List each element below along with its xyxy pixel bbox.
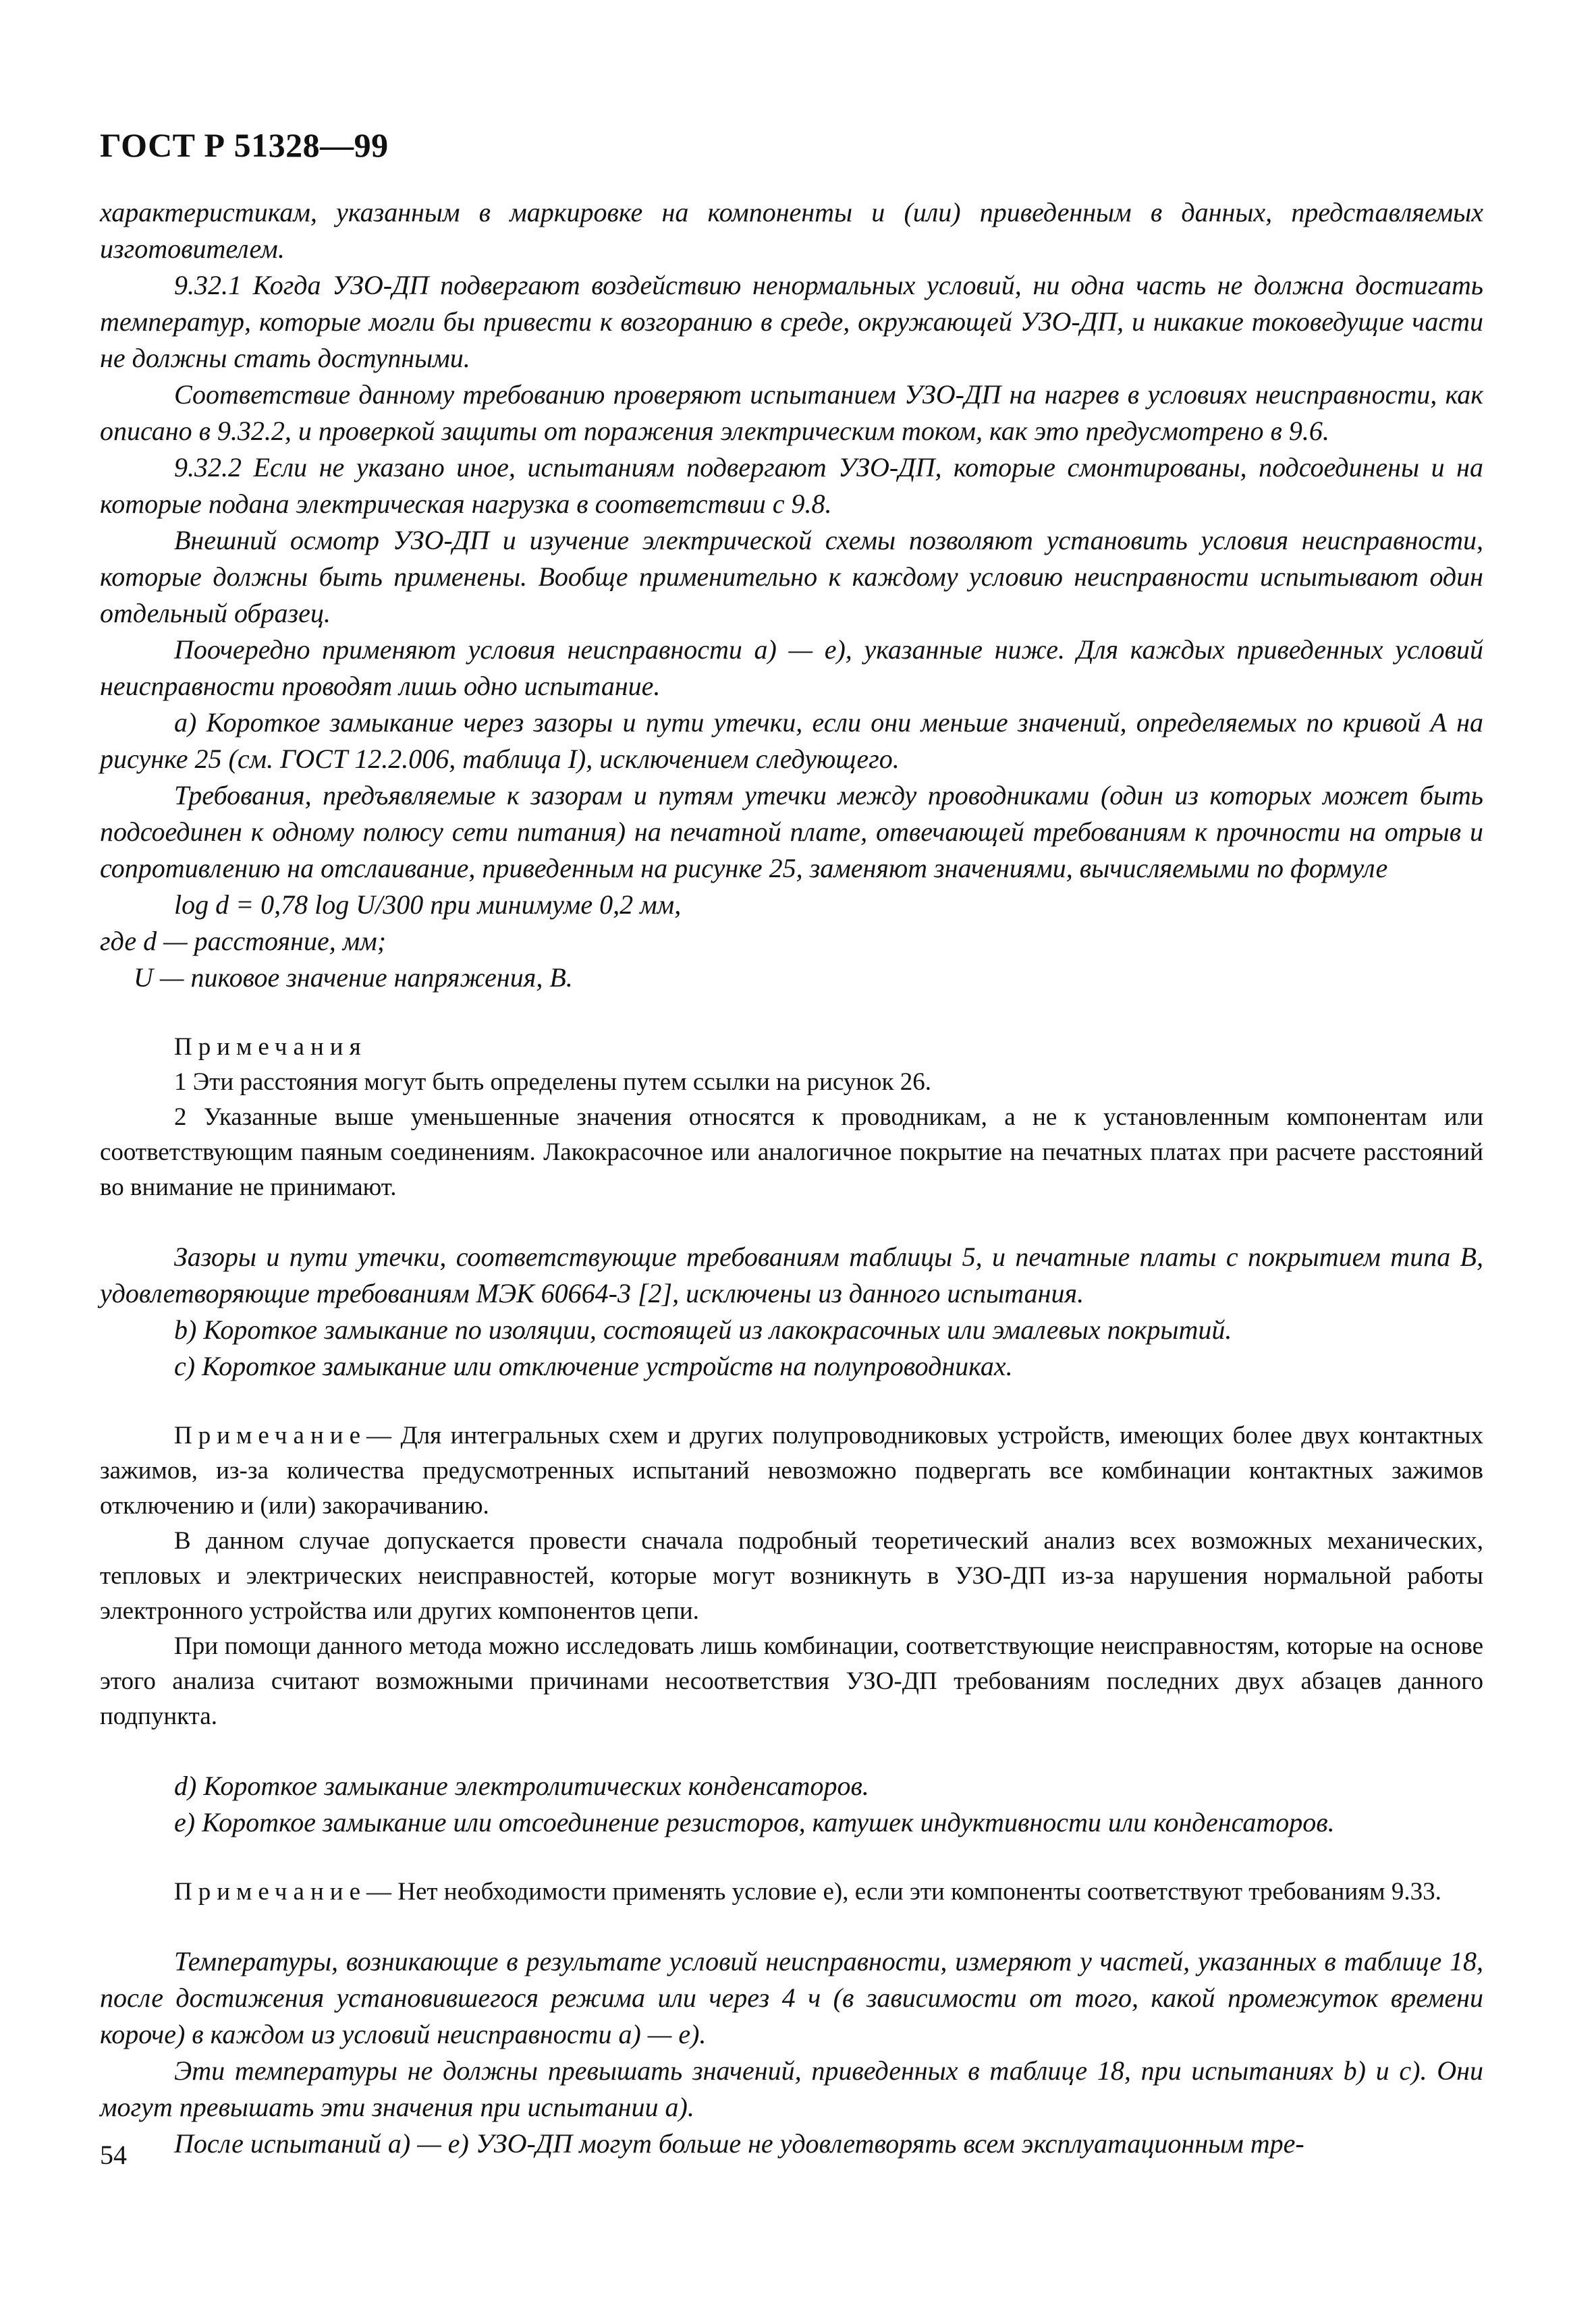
condition-c: c) Короткое замыкание или отключение устройств на полупроводниках. [174, 1351, 1013, 1381]
note-paragraph: При помощи данного метода можно исследовать лишь комбинации, соответствующие неисправностям, которые на основе этого анализа считают возможными причинами несоответствия УЗО-ДП требованиям последних двух абзацев данного подпункта. [100, 1632, 1483, 1730]
note-paragraph: В данном случае допускается провести сначала подробный теоретический анализ всех возможных механических, тепловых и электрических неисправностей, которые могут возникнуть в УЗО-ДП из-за нарушения нормальной работы электронного устройства или других компонентов цепи. [100, 1527, 1483, 1625]
notes-heading: Примечания [174, 1033, 367, 1061]
condition-d: d) Короткое замыкание электролитических конденсаторов. [174, 1771, 869, 1801]
formula-where: U — пиковое значение напряжения, В. [134, 962, 573, 993]
condition-b: b) Короткое замыкание по изоляции, состоящей из лакокрасочных или эмалевых покрытий. [174, 1314, 1232, 1345]
paragraph: характеристикам, указанным в маркировке на компоненты и (или) приведенным в данных, представляемых изготовителем. [100, 197, 1483, 264]
note-item: 1 Эти расстояния могут быть определены путем ссылки на рисунок 26. [174, 1068, 932, 1096]
paragraph: Температуры, возникающие в результате условий неисправности, измеряют у частей, указанных в таблице 18, после достижения установившегося режима или через 4 ч (в зависимости от того, какой промежуток времени короче) в каждом из условий неисправности а) — е). [100, 1946, 1483, 2049]
note-label: Примечание [174, 1422, 366, 1449]
note-item: 2 Указанные выше уменьшенные значения относятся к проводникам, а не к установленным компонентам или соответствующим паяным соединениям. Лакокрасочное или аналогичное покрытие на печатных платах при расчете расстояний во внимание не принимают. [100, 1103, 1483, 1201]
note-text: — Для интегральных схем и других полупроводниковых устройств, имеющих более двух контактных зажимов, из-за количества предусмотренных испытаний невозможно подвергать все комбинации контактных зажимов отключению и (или) закорачиванию. [100, 1422, 1483, 1520]
clause-9-32-2: 9.32.2 Если не указано иное, испытаниям подвергают УЗО-ДП, которые смонтированы, подсоединены и на которые подана электрическая нагрузка в соответствии с 9.8. [100, 452, 1483, 519]
clause-9-32-1: 9.32.1 Когда УЗО-ДП подвергают воздействию ненормальных условий, ни одна часть не должна достигать температур, которые могли бы привести к возгоранию в среде, окружающей УЗО-ДП, и никакие токоведущие части не должны стать доступными. [100, 270, 1483, 373]
condition-e: e) Короткое замыкание или отсоединение резисторов, катушек индуктивности или конденсаторов. [174, 1807, 1335, 1837]
paragraph: Соответствие данному требованию проверяют испытанием УЗО-ДП на нагрев в условиях неисправности, как описано в 9.32.2, и проверкой защиты от поражения электрическим током, как это предусмотрено в 9.6. [100, 379, 1483, 446]
formula-where: где d — расстояние, мм; [100, 926, 387, 956]
paragraph: После испытаний а) — е) УЗО-ДП могут больше не удовлетворять всем эксплуатационным тре- [174, 2128, 1304, 2159]
note-label: Примечание [174, 1878, 366, 1906]
formula: log d = 0,78 log U/300 при минимуме 0,2 мм, [174, 889, 682, 920]
note [100, 1418, 1483, 1524]
document-header: ГОСТ Р 51328—99 [100, 126, 389, 164]
paragraph: Требования, предъявляемые к зазорам и путям утечки между проводниками (один из которых может быть подсоединен к одному полюсу сети питания) на печатной плате, отвечающей требованиям к прочности на отрыв и сопротивлению на отслаивание, приведенным на рисунке 25, заменяют значениями, вычисляемыми по формуле [100, 780, 1483, 883]
condition-a: а) Короткое замыкание через зазоры и пути утечки, если они меньше значений, определяемых по кривой А на рисунке 25 (см. ГОСТ 12.2.006, таблица I), исключением следующего. [100, 707, 1483, 774]
page-number: 54 [100, 2140, 127, 2170]
paragraph: Поочередно применяют условия неисправности а) — е), указанные ниже. Для каждых приведенных условий неисправности проводят лишь одно испытание. [100, 634, 1483, 701]
note-text: — Нет необходимости применять условие е), если эти компоненты соответствуют требованиям 9.33. [366, 1878, 1441, 1906]
paragraph: Внешний осмотр УЗО-ДП и изучение электрической схемы позволяют установить условия неисправности, которые должны быть применены. Вообще применительно к каждому условию неисправности испытывают один отдельный образец. [100, 525, 1483, 628]
note [100, 1875, 1483, 1910]
page-body [100, 194, 1483, 2162]
paragraph: Эти температуры не должны превышать значений, приведенных в таблице 18, при испытаниях b) и с). Они могут превышать эти значения при испытании а). [100, 2055, 1484, 2122]
paragraph: Зазоры и пути утечки, соответствующие требованиям таблицы 5, и печатные платы с покрытием типа В, удовлетворяющие требованиям МЭК 60664-3 [2], исключены из данного испытания. [100, 1242, 1483, 1308]
